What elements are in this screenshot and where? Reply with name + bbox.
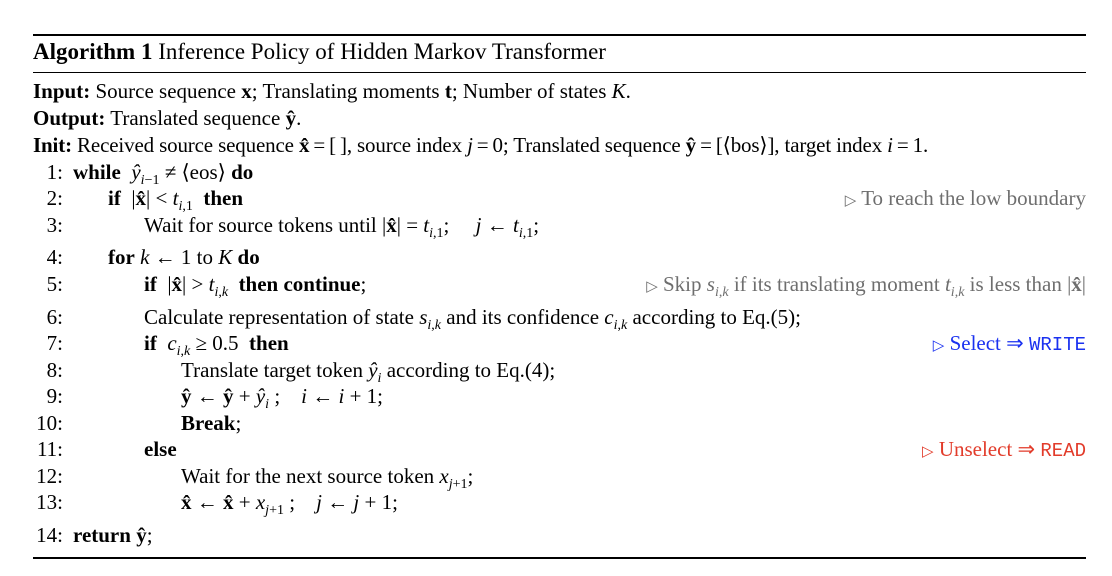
comment-unselect-read: ▷ Unselect ⇒ READ: [922, 437, 1086, 462]
init-text: Received source sequence x̂ = [ ], source index j = 0; Translated sequence ŷ = [⟨bos⟩], target index i = 1.: [77, 133, 929, 157]
title-rule: [33, 72, 1086, 73]
line-code: Wait for source tokens until |x̂| = $t_{i,1}$; j ← $t_{i,1}$;: [144, 213, 540, 241]
algo-line-13: [33, 487, 1086, 517]
line-number: 1:: [46, 160, 63, 184]
line-number: 11:: [36, 437, 63, 461]
comment-low-boundary: ▷ To reach the low boundary: [844, 186, 1086, 210]
algorithm-box: [33, 0, 1086, 576]
line-code: return ŷ;: [73, 523, 153, 547]
line-number: 7:: [46, 331, 63, 355]
comment-skip-state: ▷ Skip $s_{i,k}$ if its translating moment $t_{i,k}$ is less than |x̂|: [646, 272, 1086, 300]
algorithm-name: Inference Policy of Hidden Markov Transformer: [158, 39, 606, 64]
output-line: [33, 103, 1086, 133]
top-rule: [33, 34, 1086, 36]
line-code: x̂ ← x̂ + $x_{j+1}$ ; j ← j + 1;: [181, 490, 398, 518]
algo-line-3: [33, 210, 1086, 240]
line-code: Wait for the next source token $x_{j+1}$;: [181, 464, 474, 492]
algo-line-9: [33, 381, 1086, 411]
line-number: 8:: [46, 358, 63, 382]
algo-line-4: [33, 242, 1086, 272]
algo-line-5: [33, 269, 1086, 299]
algo-line-14: [33, 520, 1086, 550]
line-code: while $ŷ_{i-1}$ ≠ ⟨eos⟩ do: [73, 160, 254, 188]
algorithm-title: [33, 37, 606, 67]
line-code: if |x̂| < $t_{i,1}$ then: [108, 186, 244, 214]
bottom-rule: [33, 557, 1086, 559]
input-keyword: Input:: [33, 79, 91, 103]
line-code: ŷ ← ŷ + $ŷ_i$ ; i ← i + 1;: [181, 384, 384, 412]
line-code: if $c_{i,k} \ge 0.5$ then: [144, 331, 289, 359]
init-line: [33, 130, 1086, 160]
line-number: 5:: [46, 272, 63, 296]
line-code: Break;: [181, 411, 242, 435]
line-code: for k ← 1 to K do: [108, 245, 260, 269]
input-text: Source sequence x; Translating moments t; Number of states K.: [95, 79, 631, 103]
line-number: 4:: [46, 245, 63, 269]
line-code: Calculate representation of state $s_{i,k}$ and its confidence $c_{i,k}$ according to Eq.(5);: [144, 305, 802, 333]
line-code: Translate target token $ŷ_i$ according to Eq.(4);: [181, 358, 556, 386]
init-keyword: Init:: [33, 133, 72, 157]
line-number: 13:: [36, 490, 63, 514]
line-number: 2:: [46, 186, 63, 210]
line-number: 12:: [36, 464, 63, 488]
algo-line-7: [33, 328, 1086, 358]
line-number: 6:: [46, 305, 63, 329]
line-code: if |x̂| > $t_{i,k}$ then continue;: [144, 272, 367, 300]
line-number: 10:: [36, 411, 63, 435]
algo-line-2: [33, 183, 1086, 213]
input-line: [33, 76, 1086, 106]
algorithm-label: Algorithm 1: [33, 39, 153, 64]
line-number: 9:: [46, 384, 63, 408]
line-code: else: [144, 437, 177, 461]
output-text: Translated sequence ŷ.: [110, 106, 302, 130]
line-number: 3:: [46, 213, 63, 237]
line-number: 14:: [36, 523, 63, 547]
output-keyword: Output:: [33, 106, 106, 130]
algo-line-11: [33, 434, 1086, 464]
comment-select-write: ▷ Select ⇒ WRITE: [932, 331, 1086, 356]
